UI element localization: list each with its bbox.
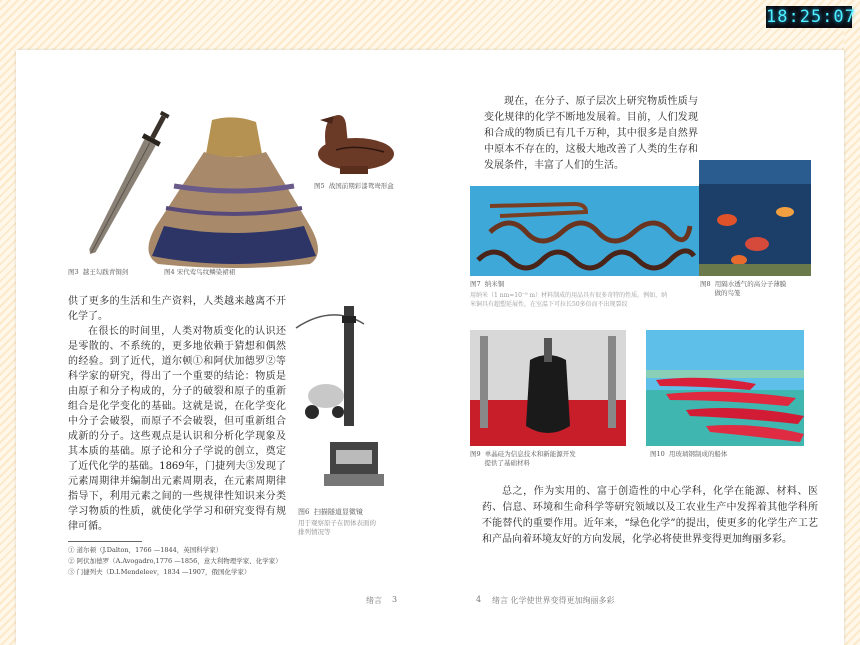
figure-10-caption: 图10 用玻璃钢制成的船体 [650, 450, 728, 458]
footnote-1: ① 道尔顿（J.Dalton，1766 —1844，英国科学家） [68, 546, 223, 554]
textbook-spread [16, 50, 844, 645]
decorative-header-strip [0, 0, 860, 50]
left-body-text [68, 294, 286, 534]
figure-6-description: 用于观察原子在固体表面的 排列情况等 [298, 519, 376, 536]
right-page-number: 4 [476, 595, 482, 604]
right-conclusion-text [482, 484, 818, 548]
left-margin-strip [0, 0, 16, 645]
figure-3-caption: 图3 越王勾践青铜剑 [68, 268, 129, 276]
polymer-membrane-birdcage-image [699, 160, 811, 276]
figure-6-caption: 图6 扫描隧道显微镜 [298, 508, 363, 516]
left-page-number: 3 [392, 595, 398, 604]
figure-4-caption: 图4 宋代莺鸟纹鳞染裙裙 [164, 268, 236, 276]
right-margin-strip [844, 0, 860, 645]
left-page-label: 绪言 [366, 596, 382, 605]
figure-5-caption: 图5 战国前期彩漆鸳鸯形盒 [314, 182, 394, 190]
footnote-3: ③ 门捷列夫（D.I.Mendeleev，1834 —1907，俄国化学家） [68, 568, 251, 576]
figure-8-caption: 图8 用隔水透气的高分子薄膜 做的鸟笼 [700, 280, 787, 297]
figure-7-description: 用纳米（1 nm=10⁻⁹ m）材料制成的用品具有很多奇特的性质。例如，纳 米铜具有超塑延展性，在室温下可拉长50多倍而不出现裂纹 [470, 292, 668, 308]
embroidered-skirt-image [134, 116, 334, 268]
fiberglass-boats-image [646, 330, 804, 446]
right-intro-text [484, 94, 698, 174]
clock-display: 18:25:07 [766, 7, 856, 27]
nano-copper-image [470, 186, 702, 276]
right-conclusion-paragraph: 总之，作为实用的、富于创造性的中心学科，化学在能源、材料、医药、信息、环境和生命科学等研究领域以及工农业生产中发挥着其他学科所不能替代的重要作用。近年来，“绿色化学”的提出，使更多的化学生产工艺和产品向着环境友好的方向发展，化学必将使世界变得更加绚丽多彩。 [482, 486, 818, 545]
left-paragraph-1: 供了更多的生活和生产资料，人类越来越离不开化学了。 [68, 296, 286, 322]
single-crystal-silicon-image [470, 330, 626, 446]
figure-7-caption: 图7 纳米铜 [470, 280, 505, 288]
scanning-tunneling-microscope-image [292, 300, 392, 498]
footnote-divider [68, 541, 142, 542]
lacquer-duck-box-image [306, 106, 400, 178]
footnote-2: ② 阿伏加德罗（A.Avogadro,1776 —1856，意大利物理学家、化学家） [68, 557, 282, 565]
left-paragraph-2: 在很长的时间里，人类对物质变化的认识还是零散的、不系统的，更多地依赖于猜想和偶然的经验。到了近代，道尔顿①和阿伏加德罗②等科学家的研究，得出了一个重要的结论：物质是由原子和分子构成的，分子的破裂和原子的重新组合是化学变化的基础。这就是说，在化学变化中分子会破裂，而原子不会破裂，但可重新组合成新的分子。这些观点是认识和分析化学现象及其本质的基础。原子论和分子学说的创立，奠定了近代化学的基础。1869年，门捷列夫③发现了元素周期律并编制出元素周期表，在元素周期律指导下，利用元素之间的一些规律性知识来分类学习物质的性质，就使化学学习和研究变得有规律可循。 [68, 326, 286, 532]
right-page-label: 绪言 化学使世界变得更加绚丽多彩 [492, 596, 615, 605]
right-intro-paragraph: 现在，在分子、原子层次上研究物质性质与变化规律的化学不断地发展着。目前，人们发现和合成的物质已有几千万种，其中很多是自然界中原本不存在的，这极大地改善了人类的生存和发展条件，丰富了人们的生活。 [484, 96, 698, 171]
figure-9-caption: 图9 单晶硅为信息技术和新能源开发 提供了基础材料 [470, 450, 576, 467]
